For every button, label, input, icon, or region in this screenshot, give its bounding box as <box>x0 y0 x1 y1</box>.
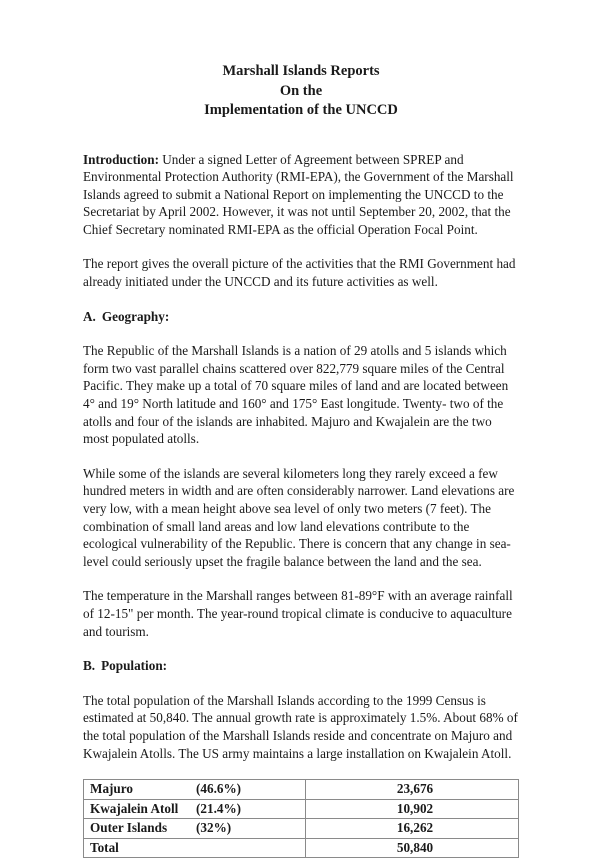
population-row-name: Total <box>90 839 119 855</box>
section-letter-a: A. <box>83 308 96 324</box>
population-paragraph-1: The total population of the Marshall Islands according to the 1999 Census is estimated at 50,840. The annual growth rate is approximately 1.5%. About 68% of the total population of the Marshall Islands reside and concentrate on Majuro and Kwajalein Atolls. The US army maintains a large installation on Kwajalein Atoll. <box>83 692 518 761</box>
population-row-percent: (21.4%) <box>196 800 242 816</box>
geography-paragraph-1: The Republic of the Marshall Islands is a nation of 29 atolls and 5 islands which form two vast parallel chains scattered over 822,779 square miles of the Central Pacific. They make up a total of 70 square miles of land and are located between 4° and 19° North latitude and 160° and 175° East longitude. Twenty- two of the atolls and four of the islands are inhabited. Majuro and Kwajalein are the two most populated atolls. <box>83 343 509 447</box>
document-body <box>83 62 519 858</box>
geography-paragraph-2: While some of the islands are several kilometers long they rarely exceed a few hundred meters in width and are often considerably narrower. Land elevations are very low, with a mean height above sea level of only two meters (7 feet). The combination of small land areas and low land elevations contribute to the ecological vulnerability of the Republic. There is concern that any change in sea-level could seriously upset the fragile balance between the land and the sea. <box>83 465 515 569</box>
spacer <box>83 448 519 465</box>
table-row <box>84 819 519 839</box>
spacer <box>83 675 519 692</box>
report-overview-paragraph: The report gives the overall picture of the activities that the RMI Government had already initiated under the UNCCD and its future activities as well. <box>83 256 516 290</box>
section-heading-population <box>83 657 519 675</box>
population-table-body <box>84 780 519 858</box>
spacer <box>83 762 519 779</box>
spacer <box>83 121 519 151</box>
table-cell-name <box>84 838 306 858</box>
title-line-1: Marshall Islands Reports <box>222 63 380 79</box>
population-row-value: 50,840 <box>306 838 519 858</box>
section-heading-geography <box>83 308 519 326</box>
section-title-geography: Geography: <box>101 308 170 324</box>
introduction-text: Under a signed Letter of Agreement between SPREP and Environmental Protection Authority (RMI-EPA), the Government of the Marshall Islands agreed to submit a National Report on implementing the UNCCD to the Secretariat by April 2002. However, it was not until September 20, 2002, that the Chief Secretary nominated RMI-EPA as the official Operation Focal Point. <box>83 151 514 237</box>
table-cell-name <box>84 819 306 839</box>
table-row <box>84 838 519 858</box>
title-line-2: On the <box>279 82 323 99</box>
table-row <box>84 780 519 800</box>
spacer <box>83 325 519 342</box>
spacer <box>83 238 519 255</box>
title-line-3: Implementation of the UNCCD <box>204 102 398 118</box>
population-row-name: Kwajalein Atoll <box>90 800 179 816</box>
section-letter-b: B. <box>83 658 96 674</box>
page-title <box>83 62 519 121</box>
geography-paragraph-3: The temperature in the Marshall ranges between 81-89°F with an average rainfall of 12-15" per month. The year-round tropical climate is conducive to aquaculture and tourism. <box>83 588 513 639</box>
table-cell-name <box>84 799 306 819</box>
population-row-percent: (32%) <box>196 820 232 836</box>
spacer <box>83 640 519 657</box>
section-title-population: Population: <box>101 658 168 674</box>
population-row-name: Outer Islands <box>90 820 168 836</box>
population-row-name: Majuro <box>90 781 133 797</box>
population-row-value: 10,902 <box>306 799 519 819</box>
table-cell-name <box>84 780 306 800</box>
spacer <box>83 570 519 587</box>
introduction-paragraph <box>83 151 519 239</box>
population-row-value: 16,262 <box>306 819 519 839</box>
introduction-label: Introduction: <box>83 151 159 167</box>
population-table <box>83 779 519 858</box>
table-row <box>84 799 519 819</box>
spacer <box>83 291 519 308</box>
population-row-value: 23,676 <box>306 780 519 800</box>
population-row-percent: (46.6%) <box>196 781 242 797</box>
